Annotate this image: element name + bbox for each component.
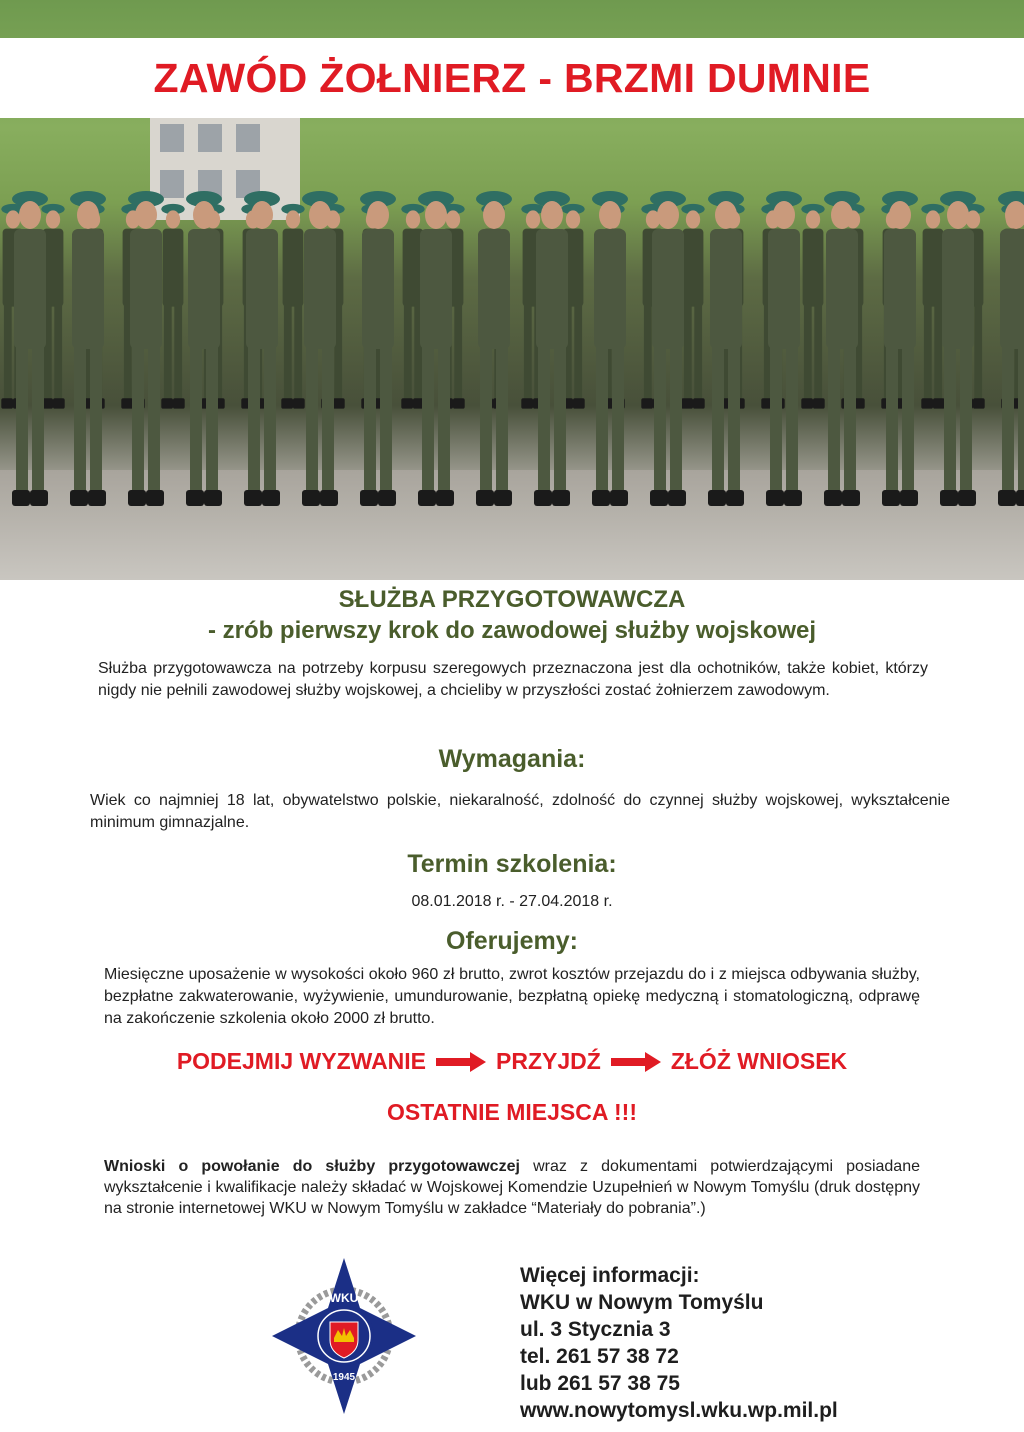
soldier-figure: [940, 191, 976, 506]
soldier-figure: [708, 191, 744, 506]
service-subtitle: - zrób pierwszy krok do zawodowej służby wojskowej: [207, 617, 817, 644]
soldier-figure: [801, 204, 824, 409]
soldier-figure: [302, 191, 338, 506]
soldier-figure: [998, 191, 1024, 506]
contact-street: ul. 3 Stycznia 3: [520, 1318, 671, 1341]
arrow-right-icon: [611, 1052, 661, 1072]
soldier-figure: [921, 204, 944, 409]
contact-phone-2: lub 261 57 38 75: [520, 1372, 680, 1395]
soldier-figure: [70, 191, 106, 506]
term-heading: Termin szkolenia:: [407, 850, 617, 878]
soldier-figure: [360, 191, 396, 506]
wku-logo: [270, 1256, 418, 1416]
cta-step-1: PODEJMIJ WYZWANIE: [176, 1048, 427, 1074]
soldier-figure: [476, 191, 512, 506]
cta-step-2: PRZYJDŹ: [496, 1048, 601, 1074]
contact-block: [520, 1262, 838, 1424]
page-title: ZAWÓD ŻOŁNIERZ - BRZMI DUMNIE: [153, 54, 871, 101]
applications-bold: Wnioski o powołanie do służby przygotowawczej: [104, 1158, 520, 1175]
title-band: [0, 38, 1024, 118]
soldier-figure: [681, 204, 704, 409]
soldier-figure: [281, 204, 304, 409]
soldier-figure: [882, 191, 918, 506]
soldiers-photo: [0, 0, 1024, 580]
term-text: 08.01.2018 r. - 27.04.2018 r.: [411, 893, 613, 910]
soldier-figure: [244, 191, 280, 506]
soldier-figure: [12, 191, 48, 506]
call-to-action: [0, 1048, 1024, 1075]
soldier-figure: [418, 191, 454, 506]
arrow-right-icon: [436, 1052, 486, 1072]
soldier-figure: [161, 204, 184, 409]
contact-phone-1: tel. 261 57 38 72: [520, 1345, 679, 1368]
service-title: SŁUŻBA PRZYGOTOWAWCZA: [338, 586, 686, 613]
soldier-figure: [592, 191, 628, 506]
contact-website[interactable]: www.nowytomysl.wku.wp.mil.pl: [520, 1399, 838, 1422]
service-intro: Służba przygotowawcza na potrzeby korpusu szeregowych przeznaczona jest dla ochotników, także kobiet, którzy nigdy nie pełnili zawodowej służby wojskowej, a chcieliby w przyszłości zostać żołnierzem zawodowym.: [98, 660, 928, 699]
contact-heading: Więcej informacji:: [520, 1264, 700, 1287]
soldier-figure: [534, 191, 570, 506]
soldier-figure: [650, 191, 686, 506]
soldier-figure: [186, 191, 222, 506]
applications-rest: wraz z dokumentami potwierdzającymi posiadane wykształcenie i kwalifikacje należy składać w Wojskowej Komendzie Uzupełnień w Nowym Tomyślu (druk dostępny na stronie internetowej WKU w Nowym Tomyślu w zakładce “Materiały do pobrania”.): [104, 1158, 921, 1217]
soldier-figure: [128, 191, 164, 506]
last-places-notice: OSTATNIE MIEJSCA !!!: [386, 1099, 637, 1125]
requirements-text: Wiek co najmniej 18 lat, obywatelstwo polskie, niekaralność, zdolność do czynnej służby wojskowej, wykształcenie minimum gimnazjalne.: [90, 792, 950, 831]
logo-year: 1945: [332, 1372, 356, 1383]
applications-text: [104, 1156, 920, 1219]
soldier-figure: [824, 191, 860, 506]
requirements-heading: Wymagania:: [438, 745, 586, 773]
offer-heading: Oferujemy:: [446, 927, 578, 955]
contact-org: WKU w Nowym Tomyślu: [520, 1291, 764, 1314]
offer-text: Miesięczne uposażenie w wysokości około 960 zł brutto, zwrot kosztów przejazdu do i z miejsca odbywania służby, bezpłatne zakwaterowanie, wyżywienie, umundurowanie, bezpłatną opiekę medyczną i stomatologiczną, odprawę na zakończenie szkolenia około 2000 zł brutto.: [104, 966, 920, 1027]
logo-top-text: WKU: [329, 1291, 359, 1305]
soldier-figure: [766, 191, 802, 506]
cta-step-3: ZŁÓŻ WNIOSEK: [670, 1048, 848, 1074]
